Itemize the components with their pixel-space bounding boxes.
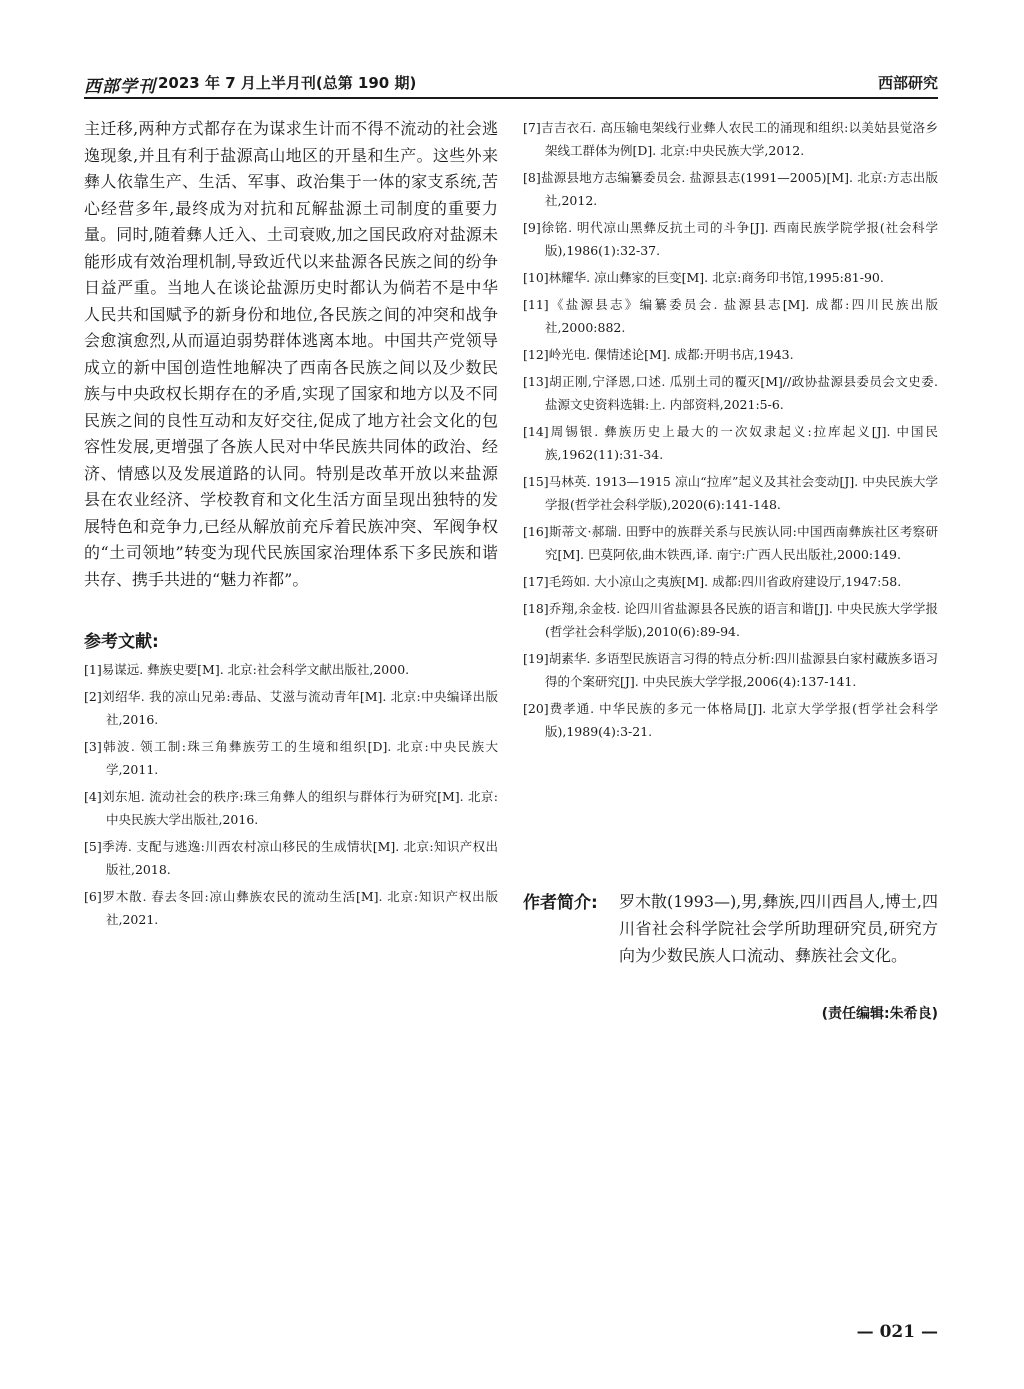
reference-text: 林耀华. 凉山彝家的巨变[M]. 北京:商务印书馆,1995:81-90.: [548, 270, 884, 285]
reference-text: 周锡银. 彝族历史上最大的一次奴隶起义:拉库起义[J]. 中国民族,1962(11):31-34.: [545, 424, 938, 462]
reference-text: 罗木散. 春去冬回:凉山彝族农民的流动生活[M]. 北京:知识产权出版社,2021.: [101, 889, 498, 927]
reference-number: [8]: [523, 170, 541, 185]
reference-text: 刘绍华. 我的凉山兄弟:毒品、艾滋与流动青年[M]. 北京:中央编译出版社,2016.: [101, 689, 498, 727]
reference-number: [6]: [84, 889, 102, 904]
reference-number: [15]: [523, 474, 549, 489]
reference-text: 韩波. 领工制:珠三角彝族劳工的生境和组织[D]. 北京:中央民族大学,2011.: [101, 739, 498, 777]
running-header: [84, 70, 938, 100]
reference-text: 《盐源县志》编纂委员会. 盐源县志[M]. 成都:四川民族出版社,2000:882.: [545, 297, 938, 335]
reference-item: [523, 116, 938, 162]
reference-text: 季涛. 支配与逃逸:川西农村凉山移民的生成情状[M]. 北京:知识产权出版社,2018.: [101, 839, 498, 877]
reference-text: 吉吉衣石. 高压输电架线行业彝人农民工的涌现和组织:以美姑县觉洛乡架线工群体为例[D]. 北京:中央民族大学,2012.: [540, 120, 938, 158]
reference-item: [523, 470, 938, 516]
reference-number: [4]: [84, 789, 102, 804]
reference-item: [523, 370, 938, 416]
reference-item: [523, 166, 938, 212]
reference-text: 易谋远. 彝族史要[M]. 北京:社会科学文献出版社,2000.: [101, 662, 410, 677]
reference-item: [84, 885, 498, 931]
reference-text: 胡正刚,宁泽恩,口述. 瓜别土司的覆灭[M]//政协盐源县委员会文史委. 盐源文史资料选辑:上. 内部资料,2021:5-6.: [545, 374, 938, 412]
reference-item: [84, 835, 498, 881]
reference-item: [523, 597, 938, 643]
reference-item: [523, 266, 938, 289]
reference-number: [5]: [84, 839, 102, 854]
author-bio: [523, 888, 938, 1022]
body-paragraph: 主迁移,两种方式都存在为谋求生计而不得不流动的社会逃逸现象,并且有利于盐源高山地区的开垦和生产。这些外来彝人依靠生产、生活、军事、政治集于一体的家支系统,苦心经营多年,最终成为对抗和瓦解盐源土司制度的重要力量。同时,随着彝人迁入、土司衰败,加之国民政府对盐源未能形成有效治理机制,导致近代以来盐源各民族之间的纷争日益严重。当地人在谈论盐源历史时都认为倘若不是中华人民共和国赋予的新身份和地位,各民族之间的冲突和战争会愈演愈烈,从而逼迫弱势群体逃离本地。中国共产党领导成立的新中国创造性地解决了西南各民族之间以及少数民族与中央政权长期存在的矛盾,实现了国家和地方以及不同民族之间的良性互动和友好交往,促成了地方社会文化的包容性发展,更增强了各族人民对中华民族共同体的政治、经济、情感以及发展道路的认同。特别是改革开放以来盐源县在农业经济、学校教育和文化生活方面呈现出独特的发展特色和竞争力,已经从解放前充斥着民族冲突、军阀争权的“土司领地”转变为现代民族国家治理体系下多民族和谐共存、携手共进的“魅力祚都”。: [84, 119, 498, 589]
reference-number: [17]: [523, 574, 549, 589]
reference-number: [12]: [523, 347, 549, 362]
reference-number: [19]: [523, 651, 549, 666]
reference-number: [1]: [84, 662, 102, 677]
left-column: [84, 116, 498, 935]
header-rule: [84, 97, 938, 99]
reference-item: [523, 420, 938, 466]
reference-text: 马林英. 1913—1915 凉山“拉库”起义及其社会变动[J]. 中央民族大学学报(哲学社会科学版),2020(6):141-148.: [545, 474, 938, 512]
reference-number: [2]: [84, 689, 102, 704]
reference-text: 徐铭. 明代凉山黑彝反抗土司的斗争[J]. 西南民族学院学报(社会科学版),1986(1):32-37.: [540, 220, 938, 258]
reference-item: [84, 735, 498, 781]
reference-item: [84, 785, 498, 831]
reference-number: [16]: [523, 524, 549, 539]
reference-number: [10]: [523, 270, 549, 285]
reference-number: [14]: [523, 424, 549, 439]
reference-number: [13]: [523, 374, 549, 389]
reference-number: [9]: [523, 220, 541, 235]
reference-item: [84, 685, 498, 731]
reference-item: [523, 697, 938, 743]
issue-info: 2023 年 7 月上半月刊(总第 190 期): [158, 74, 417, 92]
reference-text: 斯蒂文·郝瑞. 田野中的族群关系与民族认同:中国西南彝族社区考察研究[M]. 巴莫阿依,曲木铁西,译. 南宁:广西人民出版社,2000:149.: [545, 524, 938, 562]
reference-list-right: [523, 116, 938, 743]
reference-number: [11]: [523, 297, 549, 312]
reference-item: [523, 647, 938, 693]
reference-list-left: [84, 658, 498, 931]
section-name: 西部研究: [877, 74, 938, 92]
author-label: 作者简介:: [523, 893, 598, 913]
reference-item: [523, 216, 938, 262]
page-number: — 021 —: [856, 1322, 938, 1342]
reference-item: [84, 658, 498, 681]
reference-text: 刘东旭. 流动社会的秩序:珠三角彝人的组织与群体行为研究[M]. 北京:中央民族大学出版社,2016.: [101, 789, 498, 827]
references-heading: 参考文献:: [84, 632, 159, 652]
reference-item: [523, 293, 938, 339]
reference-text: 毛筠如. 大小凉山之夷族[M]. 成都:四川省政府建设厅,1947:58.: [548, 574, 902, 589]
reference-text: 胡素华. 多语型民族语言习得的特点分析:四川盐源县白家村藏族多语习得的个案研究[J]. 中央民族大学学报,2006(4):137-141.: [545, 651, 938, 689]
reference-text: 盐源县地方志编纂委员会. 盐源县志(1991—2005)[M]. 北京:方志出版社,2012.: [540, 170, 938, 208]
reference-number: [7]: [523, 120, 541, 135]
reference-item: [523, 343, 938, 366]
reference-number: [18]: [523, 601, 549, 616]
reference-text: 乔翔,余金枝. 论四川省盐源县各民族的语言和谐[J]. 中央民族大学学报(哲学社会科学版),2010(6):89-94.: [545, 601, 938, 639]
reference-number: [20]: [523, 701, 549, 716]
reference-text: 岭光电. 倮情述论[M]. 成都:开明书店,1943.: [548, 347, 794, 362]
reference-item: [523, 570, 938, 593]
reference-number: [3]: [84, 739, 102, 754]
responsible-editor: (责任编辑:朱希良): [821, 1006, 938, 1022]
reference-item: [523, 520, 938, 566]
right-column: [523, 116, 938, 747]
journal-masthead: 西部学刊: [84, 77, 156, 97]
author-text: 罗木散(1993—),男,彝族,四川西昌人,博士,四川省社会科学院社会学所助理研究员,研究方向为少数民族人口流动、彝族社会文化。: [619, 892, 938, 965]
reference-text: 费孝通. 中华民族的多元一体格局[J]. 北京大学学报(哲学社会科学版),1989(4):3-21.: [545, 701, 938, 739]
